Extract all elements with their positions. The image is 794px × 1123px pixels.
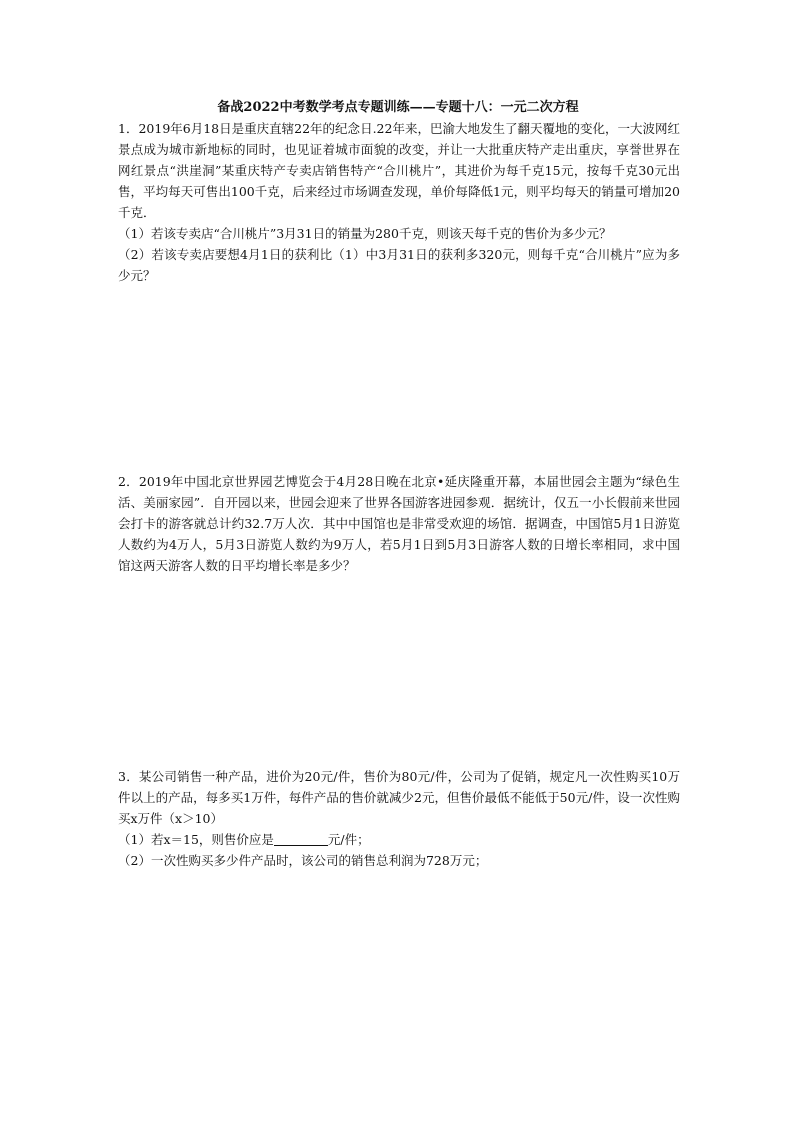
question-3-part-1-before: （1）若x＝15，则售价应是: [118, 832, 274, 847]
page-title: 备战2022中考数学考点专题训练——专题十八：一元二次方程: [217, 100, 579, 115]
question-2: [118, 471, 680, 576]
question-3: [118, 766, 680, 871]
question-3-part-1-after: 元/件；: [327, 832, 370, 847]
question-3-part-1: [118, 829, 680, 850]
question-1-stem: 1．2019年6月18日是重庆直辖22年的纪念日.22年来，巴渝大地发生了翻天覆地的变化，一大波网红景点成为城市新地标的同时，也见证着城市面貌的改变，并让一大批重庆特产走出重庆，享誉世界在网红景点“洪崖洞”某重庆特产专卖店销售特产“合川桃片”，其进价为每千克15元，按每千克30元出售，平均每天可售出100千克，后来经过市场调查发现，单价每降低1元，则平均每天的销量可增加20千克．: [118, 121, 680, 220]
answer-blank[interactable]: [274, 831, 328, 846]
question-3-stem: 3．某公司销售一种产品，进价为20元/件，售价为80元/件，公司为了促销，规定凡一次性购买10万件以上的产品，每多买1万件，每件产品的售价就减少2元，但售价最低不能低于50元/件，设一次性购买x万件（x＞10）: [118, 769, 680, 826]
question-3-part-2: （2）一次性购买多少件产品时，该公司的销售总利润为728万元；: [118, 853, 488, 868]
question-1-part-1: （1）若该专卖店“合川桃片”3月31日的销量为280千克，则该天每千克的售价为多少元？: [118, 226, 612, 241]
question-1: [118, 118, 680, 286]
question-2-stem: 2．2019年中国北京世界园艺博览会于4月28日晚在北京•延庆隆重开幕，本届世园会主题为“绿色生活、美丽家园”．自开园以来，世园会迎来了世界各国游客进园参观．据统计，仅五一小长假前来世园会打卡的游客就总计约32.7万人次．其中中国馆也是非常受欢迎的场馆．据调查，中国馆5月1日游览人数约为4万人，5月3日游览人数约为9万人，若5月1日到5月3日游客人数的日增长率相同，求中国馆这两天游客人数的日平均增长率是多少？: [118, 474, 680, 573]
question-1-part-2: （2）若该专卖店要想4月1日的获利比（1）中3月31日的获利多320元，则每千克“合川桃片”应为多少元？: [118, 247, 680, 283]
